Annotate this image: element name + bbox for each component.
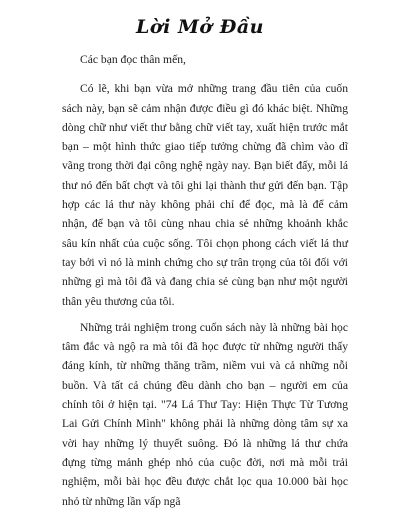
paragraph-2: Những trải nghiệm trong cuốn sách này là những bài học tâm đắc và ngộ ra mà tôi đã học được từ những người thấy đáng kính, từ những thăng trầm, niềm vui và cả những nỗi buồn. Và tất cả chúng đều dành cho bạn – người em của chính tôi ở hiện tại. "74 Lá Thư Tay: Hiện Thực Từ Tương Lai Gửi Chính Mình" không phải là những dòng tâm sự xa vời hay những lý thuyết suông. Đó là những lá thư chứa đựng từng mảnh ghép nhỏ của cuộc đời, nơi mà mỗi trải nghiệm, mỗi bài học đều được chắt lọc qua 10.000 bài học nhỏ từ những lần vấp ngã — [62, 320, 348, 508]
paragraph-1: Có lẽ, khi bạn vừa mở những trang đầu tiên của cuốn sách này, bạn sẽ cảm nhận được điều gì đó khác biệt. Những dòng chữ như viết thư bằng chữ viết tay, xuất hiện trước mắt bạn – một hình thức giao tiếp tưởng chừng đã chìm vào dĩ vãng trong thời đại công nghệ ngày nay. Bạn biết đấy, mỗi lá thư nó đến bất chợt và tôi ghi lại thành thư gửi đến bạn. Tập hợp các lá thư này không phải chỉ để đọc, mà là để cảm nhận, để bạn và tôi cùng nhau chia sẻ những khoảnh khắc sâu kín nhất của cuộc sống. Tôi chọn phong cách viết lá thư tay bởi vì nó là minh chứng cho sự trân trọng của tôi đối với những gì mà tôi đã và đang chia sẻ cùng bạn như một người thân yêu thương của tôi. — [62, 82, 348, 308]
page-title: Lời Mở Đầu — [136, 16, 264, 38]
greeting: Các bạn đọc thân mến, — [80, 53, 186, 66]
page-body — [62, 50, 348, 518]
